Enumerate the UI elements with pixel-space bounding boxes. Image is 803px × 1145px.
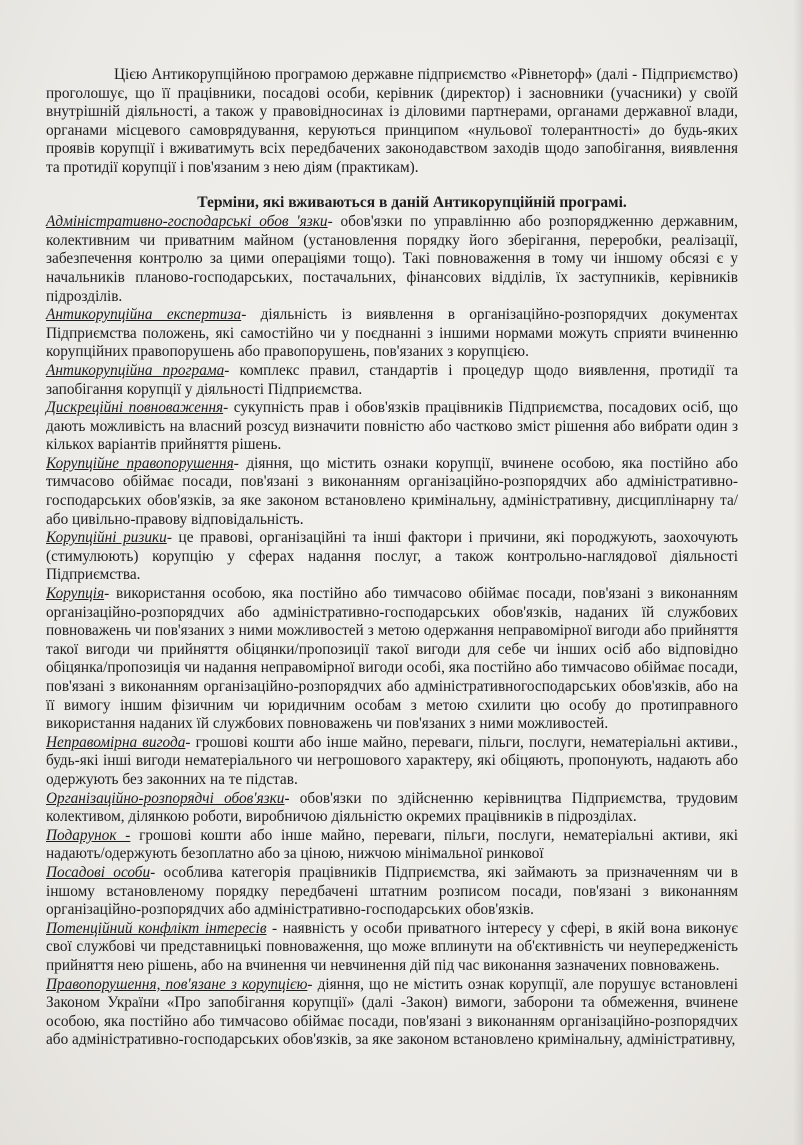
term-text: - діяння, що не містить ознак корупції, але порушує встановлені Законом України «Про запобігання корупції» (далі -Закон) вимоги, заборони та обмеження, вчинене особою, яка постійно або тимчасово обіймає посади, пов'язані з виконанням організаційно-розпорядчих або адміністративно-господарських обов'язків, за яке законом встановлено кримінальну, адміністративну, (46, 975, 738, 1049)
term-text: - особлива категорія працівників Підприємства, які займають за призначенням чи в іншому встановленому порядку передбачені штатним розписом посади, пов'язані з виконанням організаційно-розпорядчих або адміністративно-господарських обов'язків. (46, 863, 738, 919)
term-name: Потенційний конфлікт інтересів (46, 919, 267, 937)
page-edge-shadow (793, 0, 803, 1145)
term-text: - діяння, що містить ознаки корупції, вчинене особою, яка постійно або тимчасово обіймає посади, пов'язані з виконанням організаційно-розпорядчих або адміністративно-господарських обов'язків, за яке законом встановлено кримінальну, адміністративну, дисциплінарну та/або цивільно-правову відповідальність. (46, 454, 738, 528)
term-definition (46, 734, 738, 790)
term-text: - комплекс правил, стандартів і процедур щодо виявлення, протидії та запобігання корупції у діяльності Підприємства. (46, 361, 738, 398)
term-text: - це правові, організаційні та інші фактори і причини, які породжують, заохочують (стимулюють) корупцію у сферах надання послуг, а також контрольно-наглядової діяльності Підприємства. (46, 529, 738, 584)
term-definition (46, 976, 738, 1050)
term-definition (46, 399, 738, 455)
intro-paragraph: Цією Антикорупційною програмою державне підприємство «Рівнеторф» (далі - Підприємство) проголошує, що її працівники, посадові особи, керівник (директор) і засновники (учасники) у своїй внутрішній діяльності, а також у правовідносинах із діловими партнерами, органами державної влади, органами місцевого самоврядування, керуються принципом «нульової толерантності» до будь-яких проявів корупції і вживатимуть всіх передбачених законодавством заходів щодо запобігання, виявлення та протидії корупції і пов'язаним з нею діям (практикам). (46, 66, 738, 176)
term-name: Неправомірна вигода (46, 733, 186, 751)
term-definition (46, 790, 738, 827)
term-name: Посадові особи (46, 863, 151, 881)
term-definition (46, 585, 738, 734)
term-name: Правопорушення, пов'язане з корупцією (46, 975, 308, 993)
term-text: - сукупність прав і обов'язків працівників Підприємства, посадових осіб, що дають можливість на власний розсуд визначити повністю або частково зміст рішення або вибрати один з кількох варіантів прийняття рішень. (46, 399, 738, 454)
term-text: - обов'язки по здійсненню керівництва Підприємства, трудовим колективом, ділянкою роботи, виробничою діяльністю окремих працівників в підрозділах. (46, 789, 738, 826)
term-name: Подарунок - (46, 826, 131, 844)
term-name: Організаційно-розпорядчі обов'язки (46, 789, 285, 807)
term-definition (46, 529, 738, 585)
term-text: - грошові кошти або інше майно, переваги, пільги, послуги, нематеріальні активи., будь-які інші вигоди нематеріального чи негрошового характеру, які обіцяють, пропонують, надають або одержують без законних на те підстав. (46, 733, 738, 788)
term-text: - обов'язки по управлінню або розпорядженню державним, колективним чи приватним майном (установлення порядку його зберігання, переробки, реалізації, забезпечення контролю за цими операціями тощо). Такі повноваження в тому чи іншому обсязі є у начальників планово-господарських, постачальних, фінансових відділів, їх заступників, керівників підрозділів. (46, 213, 738, 305)
term-name: Дискреційні повноваження (46, 399, 224, 417)
term-definition (46, 362, 738, 399)
term-name: Адміністративно-господарські обов 'язки (46, 213, 328, 231)
term-text: - наявність у особи приватного інтересу у сфері, в якій вона виконує свої службові чи представницькі повноваження, що може вплинути на об'єктивність чи неупередженість прийняття нею рішень, або на вчинення чи невчинення дій під час виконання зазначених повноважень. (46, 919, 738, 974)
term-text: грошові кошти або інше майно, переваги, пільги, послуги, нематеріальні активи, які надають/одержують безоплатно або за ціною, нижчою мінімальної ринкової (46, 826, 738, 863)
term-definition (46, 306, 738, 362)
term-definition (46, 213, 738, 306)
term-text: - використання особою, яка постійно або тимчасово обіймає посади, пов'язані з виконанням організаційно-розпорядчих або адміністративно-господарських обов'язків, наданих їй службових повноважень чи пов'язаних з ними можливостей з метою одержання неправомірної вигоди або прийняття такої вигоди чи прийняття обіцянки/пропозиції такої вигоди для себе чи інших осіб або відповідно обіцянка/пропозиція чи надання неправомірної вигоди особі, яка постійно або тимчасово обіймає посади, пов'язані з виконанням організаційно-розпорядчих або адміністративногосподарських обов'язків, або на її вимогу іншим фізичним чи юридичним особам з метою схилити цю особу до протиправного використання наданих їй службових повноважень чи пов'язаних з ними можливостей. (46, 585, 738, 733)
term-definition (46, 864, 738, 920)
section-heading: Терміни, які вживаються в даній Антикорупційній програмі. (197, 193, 627, 211)
term-definition (46, 827, 738, 864)
term-name: Корупційні ризики (46, 529, 167, 547)
term-definition (46, 920, 738, 976)
term-name: Антикорупційна програма (46, 361, 225, 379)
term-text: - діяльність із виявлення в організаційно-розпорядчих документах Підприємства положень, які самостійно чи у поєднанні з іншими нормами можуть сприяти вчиненню корупційних правопорушень або правопорушень, пов'язаних з корупцією. (46, 306, 738, 361)
term-name: Антикорупційна експертиза (46, 306, 242, 324)
term-definition (46, 455, 738, 529)
term-name: Корупційне правопорушення (46, 454, 234, 472)
document-body (46, 66, 738, 1050)
term-name: Корупція (46, 585, 105, 603)
